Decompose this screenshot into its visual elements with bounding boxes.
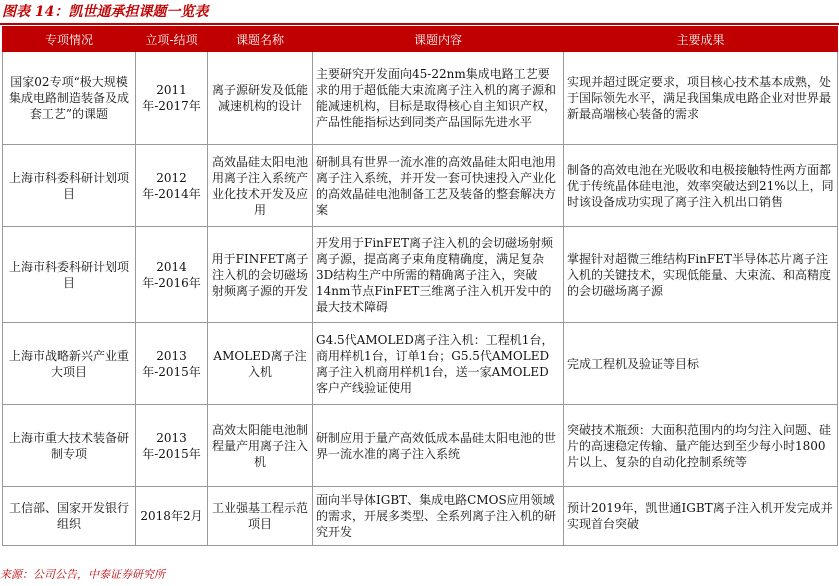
cell-main-results: 预计2019年，凯世通IGBT离子注入机开发完成并实现首台突破: [564, 487, 838, 546]
cell-topic-content: 开发用于FinFET离子注入机的会切磁场射频离子源，提高离子束角度精确度，满足复杂3D结构生产中所需的精确离子注入，突破14nm节点FinFET三维离子注入机开发中的最大技术障碍: [313, 227, 564, 323]
cell-main-results: 完成工程机及验证等目标: [564, 323, 838, 405]
cell-topic-name: AMOLED离子注入机: [208, 323, 313, 405]
projects-table: [2, 26, 838, 546]
cell-topic-content: G4.5代AMOLED离子注入机：工程机1台，商用样机1台，订单1台；G5.5代AMOLED离子注入机商用样机1台，送一家AMOLED客户产线验证使用: [313, 323, 564, 405]
table-row: [3, 405, 838, 487]
header-main-results: 主要成果: [564, 27, 838, 52]
cell-special-project: 上海市科委科研计划项目: [3, 145, 136, 227]
cell-main-results: 掌握针对超微三维结构FinFET半导体芯片离子注入机的关键技术，实现低能量、大束流、和高精度的会切磁场离子源: [564, 227, 838, 323]
cell-topic-name: 高效晶硅太阳电池用离子注入系统产业化技术开发及应用: [208, 145, 313, 227]
table-row: [3, 145, 838, 227]
table-row: [3, 227, 838, 323]
cell-period: 2014年-2016年: [136, 227, 208, 323]
header-topic-content: 课题内容: [313, 27, 564, 52]
cell-special-project: 国家02专项“极大规模集成电路制造装备及成套工艺”的课题: [3, 52, 136, 145]
table-row: [3, 323, 838, 405]
cell-topic-name: 用于FINFET离子注入机的会切磁场射频离子源的开发: [208, 227, 313, 323]
cell-period: 2013年-2015年: [136, 405, 208, 487]
table-row: [3, 52, 838, 145]
cell-main-results: 实现并超过既定要求，项目核心技术基本成熟，处于国际领先水平，满足我国集成电路企业对世界最新最高端核心装备的需求: [564, 52, 838, 145]
cell-period: 2013年-2015年: [136, 323, 208, 405]
cell-special-project: 上海市战略新兴产业重大项目: [3, 323, 136, 405]
cell-special-project: 上海市重大技术装备研制专项: [3, 405, 136, 487]
cell-topic-name: 工业强基工程示范项目: [208, 487, 313, 546]
cell-period: 2011年-2017年: [136, 52, 208, 145]
cell-topic-name: 离子源研发及低能减速机构的设计: [208, 52, 313, 145]
cell-special-project: 工信部、国家开发银行组织: [3, 487, 136, 546]
cell-special-project: 上海市科委科研计划项目: [3, 227, 136, 323]
cell-period: 2018年2月: [136, 487, 208, 546]
header-period: 立项-结项: [136, 27, 208, 52]
cell-period: 2012年-2014年: [136, 145, 208, 227]
cell-topic-content: 面向半导体IGBT、集成电路CMOS应用领域的需求，开展多类型、全系列离子注入机的研究开发: [313, 487, 564, 546]
table-header-row: [3, 27, 838, 52]
cell-topic-content: 主要研究开发面向45-22nm集成电路工艺要求的用于超低能大束流离子注入机的离子源和能减速机构，目标是取得核心自主知识产权，产品性能指标达到同类产品国际先进水平: [313, 52, 564, 145]
cell-main-results: 突破技术瓶颈：大面积范围内的均匀注入问题、硅片的高速稳定传输、量产能达到至少每小时1800片以上、复杂的自动化控制系统等: [564, 405, 838, 487]
header-topic-name: 课题名称: [208, 27, 313, 52]
title-rule: [0, 23, 839, 25]
cell-topic-content: 研制具有世界一流水准的高效晶硅太阳电池用离子注入系统，并开发一套可快速投入产业化的高效晶硅电池制备工艺及装备的整套解决方案: [313, 145, 564, 227]
cell-topic-content: 研制应用于量产高效低成本晶硅太阳电池的世界一流水准的离子注入系统: [313, 405, 564, 487]
figure-title: 图表 14：凯世通承担课题一览表: [2, 4, 209, 20]
cell-topic-name: 高效太阳能电池制程量产用离子注入机: [208, 405, 313, 487]
cell-main-results: 制备的高效电池在光吸收和电极接触特性两方面都优于传统晶体硅电池，效率突破达到21%以上，同时该设备成功实现了离子注入机出口销售: [564, 145, 838, 227]
source-note: 来源：公司公告，中泰证券研究所: [0, 568, 165, 581]
table-row: [3, 487, 838, 546]
header-special-project: 专项情况: [3, 27, 136, 52]
